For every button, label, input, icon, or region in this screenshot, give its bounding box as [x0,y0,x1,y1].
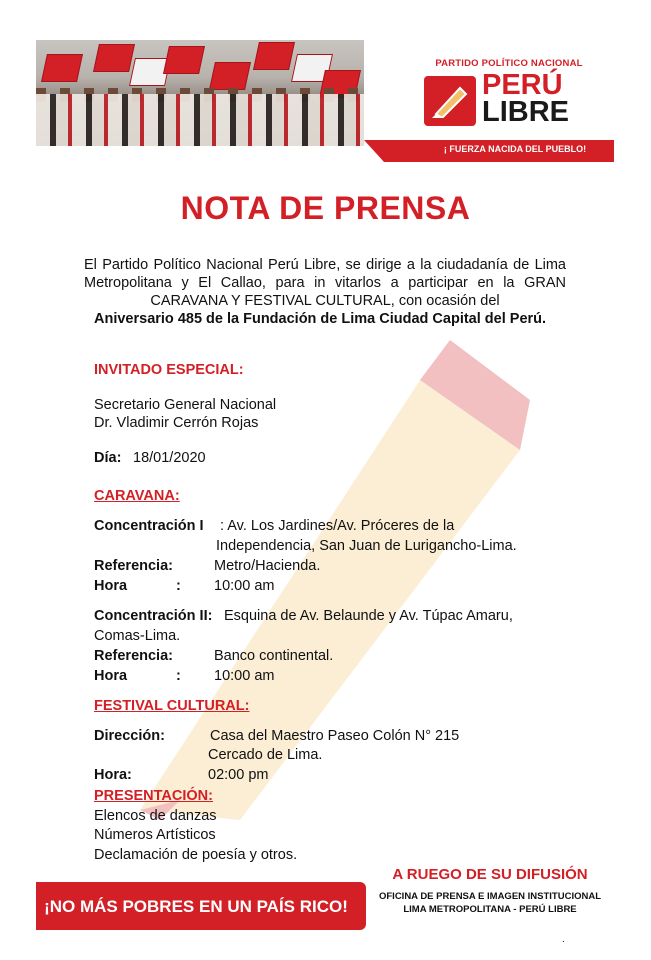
section-presentacion-heading: PRESENTACIÓN: [94,788,213,804]
section-festival-heading: FESTIVAL CULTURAL: [94,698,250,714]
brand-line-1: PERÚ [482,69,563,101]
concentracion-2-label: Concentración II: [94,608,213,624]
concentracion-1-text: : Av. Los Jardines/Av. Próceres de la [220,518,455,534]
footer-banner-text: ¡NO MÁS POBRES EN UN PAÍS RICO! [44,897,348,916]
flag-shape [93,44,135,72]
referencia-1-value: Metro/Hacienda. [214,558,321,574]
hora-1-colon: : [176,578,181,594]
referencia-2-label: Referencia: [94,648,173,664]
footer-dot: . [562,934,565,945]
brand-logo-text [482,69,569,128]
page-title: NOTA DE PRENSA [180,190,471,226]
concentracion-2-text-2: Comas-Lima. [94,628,181,644]
flag-shape [253,42,295,70]
oficina-line-1: OFICINA DE PRENSA E IMAGEN INSTITUCIONAL [378,891,602,902]
brand-line-2: LIBRE [482,96,569,128]
party-subtitle: PARTIDO POLÍTICO NACIONAL [435,58,583,69]
concentracion-2-text: Esquina de Av. Belaunde y Av. Túpac Amaru, [224,608,513,624]
flag-shape [163,46,205,74]
ruego-text: A RUEGO DE SU DIFUSIÓN [392,866,588,883]
slogan-text: ¡ FUERZA NACIDA DEL PUEBLO! [443,144,587,154]
intro-paragraph: El Partido Político Nacional Perú Libre, se dirige a la ciudadanía de Lima Metropolitana y El Callao, para in vitarlos a participar en la GRAN CARAVANA Y FESTIVAL CULTURAL, con ocasión del [84,257,566,309]
direccion-line-1: Casa del Maestro Paseo Colón N° 215 [210,728,460,744]
list-item: Elencos de danzas [94,808,217,824]
oficina-text [370,890,610,916]
dia-label: Día: [94,450,122,466]
direccion-line-2: Cercado de Lima. [208,747,323,763]
list-item: Declamación de poesía y otros. [94,847,298,863]
hora-2-label: Hora [94,668,128,684]
concentracion-1-label: Concentración I [94,518,204,534]
hora-1-label: Hora [94,578,128,594]
flag-shape [41,54,83,82]
hora-1-value: 10:00 am [214,578,275,594]
intro-bold-text: Aniversario 485 de la Fundación de Lima Ciudad Capital del Perú. [94,311,547,327]
concentracion-1-text-2: Independencia, San Juan de Lurigancho-Lima. [216,538,517,554]
festival-hora-label: Hora: [94,767,132,783]
dia-value: 18/01/2020 [133,450,206,466]
referencia-1-label: Referencia: [94,558,173,574]
invitado-line-1: Secretario General Nacional [94,397,277,413]
list-item: Números Artísticos [94,827,216,843]
invitado-line-2: Dr. Vladimir Cerrón Rojas [94,415,259,431]
festival-hora-value: 02:00 pm [208,767,269,783]
crowd-bodies [36,94,364,146]
section-caravana-heading: CARAVANA: [94,488,180,504]
section-invitado-heading: INVITADO ESPECIAL: [94,362,244,378]
hora-2-value: 10:00 am [214,668,275,684]
hora-2-colon: : [176,668,181,684]
oficina-line-2: LIMA METROPOLITANA - PERÚ LIBRE [403,904,577,915]
referencia-2-value: Banco continental. [214,648,334,664]
pencil-logo-icon [430,84,470,118]
direccion-label: Dirección: [94,728,165,744]
header-photo-crowd [36,40,364,146]
flag-shape [209,62,251,90]
